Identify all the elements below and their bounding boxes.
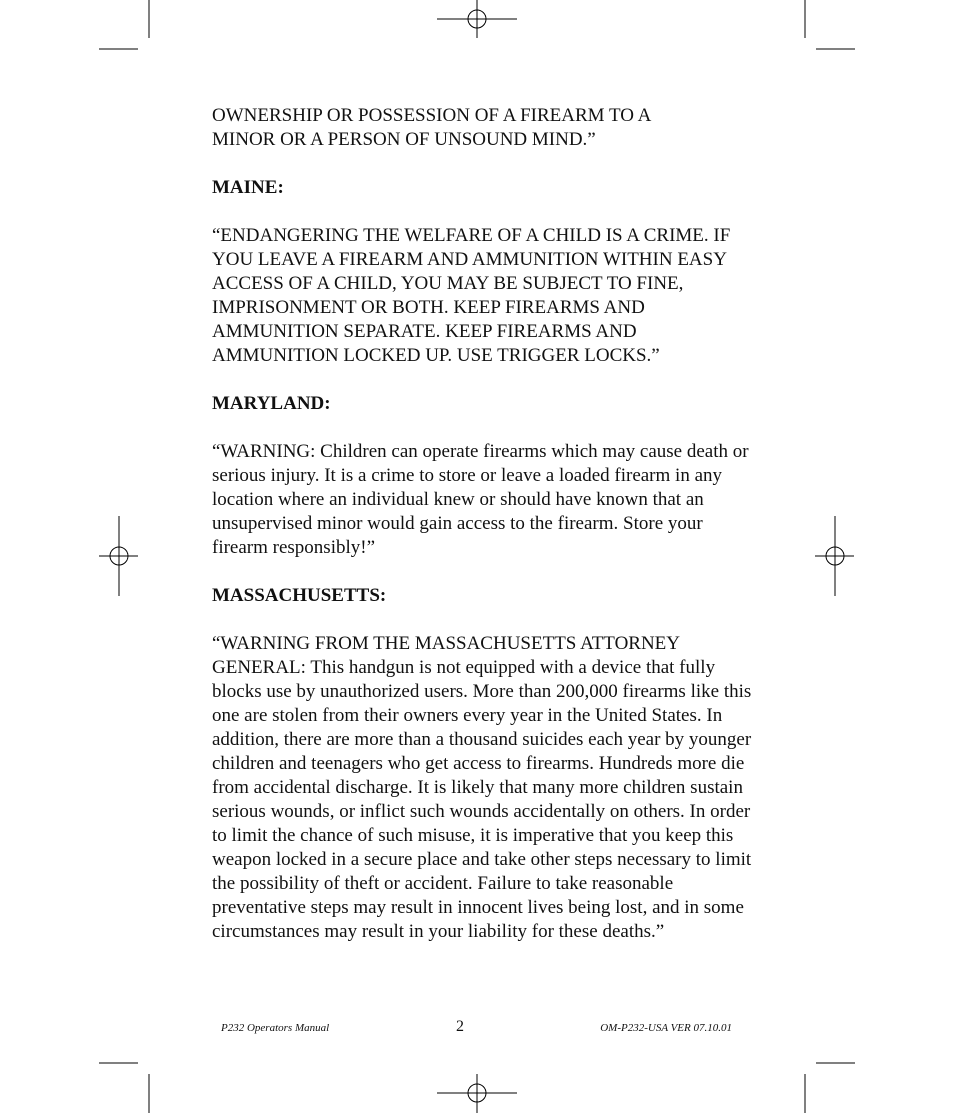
maryland-heading: MARYLAND: xyxy=(212,393,331,414)
footer-document-version: OM-P232-USA VER 07.10.01 xyxy=(600,1022,732,1034)
registration-mark-bottom-icon xyxy=(437,1074,517,1113)
massachusetts-warning-text: “WARNING FROM THE MASSACHUSETTS ATTORNEY GENERAL: This handgun is not equipped with a device that fully blocks use by unauthorized users. More than 200,000 firearms like this one are stolen from their owners every year in the United States. In addition, there are more than a thousand suicides each year by younger children and teenagers who get access to firearms. Hundreds more die from accidental discharge. It is likely that many more children sustain serious wounds, or inflict such wounds accidentally on others. In order to limit the chance of such misuse, it is imperative that you keep this weapon locked in a secure place and take other steps necessary to limit the possibility of theft or accident. Failure to take reasonable preventative steps may result in innocent lives being lost, and in some circumstances may result in your liability for these deaths.” xyxy=(212,633,752,942)
footer-page-number: 2 xyxy=(456,1018,464,1035)
intro-line-1: OWNERSHIP OR POSSESSION OF A FIREARM TO A xyxy=(212,105,652,126)
maryland-warning-text: “WARNING: Children can operate firearms which may cause death or serious injury. It is a crime to store or leave a loaded firearm in any location where an individual knew or should have known that an unsupervised minor would gain access to the firearm. Store your firearm responsibly!” xyxy=(212,441,749,558)
massachusetts-heading: MASSACHUSETTS: xyxy=(212,585,387,606)
registration-mark-right-icon xyxy=(815,516,854,596)
registration-mark-top-icon xyxy=(437,0,517,38)
footer-manual-title: P232 Operators Manual xyxy=(221,1022,330,1034)
maine-warning-text: “ENDANGERING THE WELFARE OF A CHILD IS A CRIME. IF YOU LEAVE A FIREARM AND AMMUNITION WITHIN EASY ACCESS OF A CHILD, YOU MAY BE SUBJECT TO FINE, IMPRISONMENT OR BOTH. KEEP FIREARMS AND AMMUNITION SEPARATE. KEEP FIREARMS AND AMMUNITION LOCKED UP. USE TRIGGER LOCKS.” xyxy=(212,225,731,366)
registration-mark-left-icon xyxy=(99,516,138,596)
maine-heading: MAINE: xyxy=(212,177,284,198)
page-body xyxy=(212,104,752,944)
intro-line-2: MINOR OR A PERSON OF UNSOUND MIND.” xyxy=(212,129,596,150)
